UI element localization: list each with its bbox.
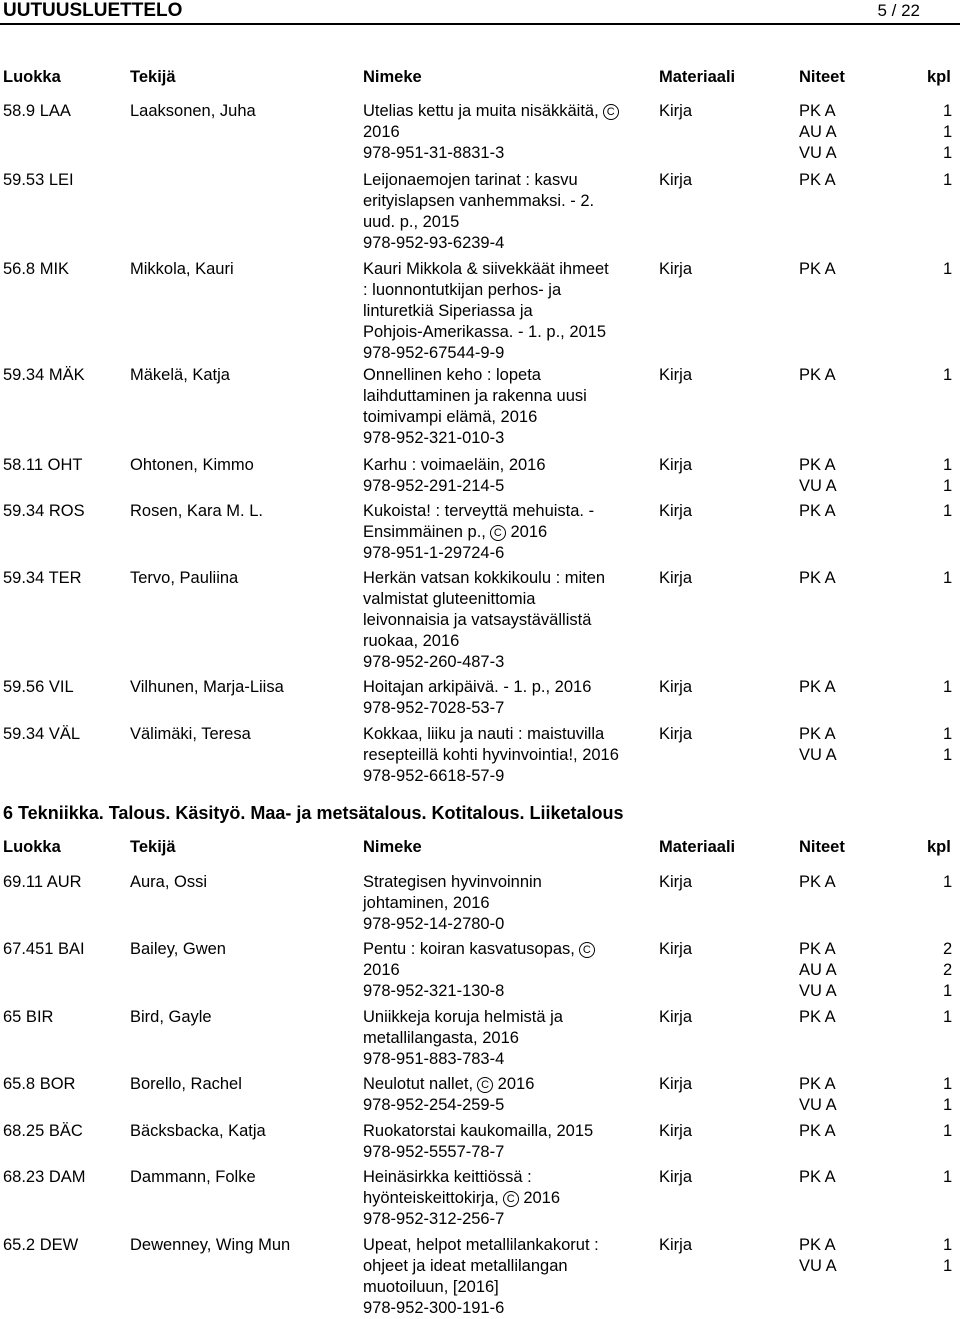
title-text: linturetkiä Siperiassa ja: [363, 302, 533, 320]
title-line: [363, 301, 609, 322]
col-materiaali: Materiaali: [659, 838, 736, 856]
page-header: [0, 0, 960, 22]
title-line: [363, 745, 619, 766]
copyright-icon: C: [579, 942, 595, 958]
copy-count: 1: [943, 1168, 953, 1186]
title-line: [363, 191, 594, 212]
title-block: [363, 1167, 560, 1230]
title-line: [363, 1074, 534, 1095]
title-line: [363, 1235, 599, 1256]
copy-location: PK A: [799, 502, 836, 520]
copy-location: VU A: [799, 477, 837, 495]
material: Kirja: [659, 102, 693, 120]
title-line: [363, 1188, 560, 1209]
class-code: 67.451 BAI: [3, 940, 85, 958]
copy-location: PK A: [799, 873, 836, 891]
copy-count: 1: [943, 1008, 953, 1026]
title-text: hyönteiskeittokirja,: [363, 1189, 499, 1207]
author: Bäcksbacka, Katja: [130, 1122, 266, 1140]
copy-location: VU A: [799, 1257, 837, 1275]
title-line: [363, 1121, 593, 1142]
copy-count: 1: [943, 1096, 953, 1114]
title-text: Heinäsirkka keittiössä :: [363, 1168, 532, 1186]
copy-location: PK A: [799, 1122, 836, 1140]
material: Kirja: [659, 1075, 693, 1093]
title-text: 978-952-5557-78-7: [363, 1143, 505, 1161]
title-line: [363, 960, 595, 981]
copy-count: 1: [943, 725, 953, 743]
title-text: johtaminen, 2016: [363, 894, 490, 912]
title-text: 978-951-1-29724-6: [363, 544, 505, 562]
title-line: [363, 1256, 599, 1277]
isbn: [363, 981, 595, 1002]
material: Kirja: [659, 569, 693, 587]
col-materiaali: Materiaali: [659, 68, 736, 86]
material: Kirja: [659, 1236, 693, 1254]
title-text: toimivampi elämä, 2016: [363, 408, 538, 426]
isbn: [363, 652, 605, 673]
copy-location: AU A: [799, 961, 837, 979]
title-line: [363, 1028, 563, 1049]
author: Mikkola, Kauri: [130, 260, 234, 278]
title-text: Neulotut nallet,: [363, 1075, 474, 1093]
isbn: [363, 1298, 599, 1319]
page-number: 5 / 22: [877, 1, 920, 20]
year-text: 2016: [493, 1075, 535, 1093]
title-block: [363, 724, 619, 787]
material: Kirja: [659, 940, 693, 958]
isbn: [363, 143, 619, 164]
isbn: [363, 233, 594, 254]
copy-location: PK A: [799, 171, 836, 189]
title-line: [363, 280, 609, 301]
col-nimeke: Nimeke: [363, 68, 422, 86]
class-code: 59.34 MÄK: [3, 366, 85, 384]
class-code: 59.53 LEI: [3, 171, 74, 189]
copyright-icon: C: [477, 1077, 493, 1093]
copy-location: PK A: [799, 1236, 836, 1254]
title-text: 978-952-291-214-5: [363, 477, 505, 495]
title-text: resepteillä kohti hyvinvointia!, 2016: [363, 746, 619, 764]
title-text: Kokkaa, liiku ja nauti : maistuvilla: [363, 725, 605, 743]
isbn: [363, 476, 546, 497]
year-text: 2016: [505, 523, 548, 541]
title-text: Leijonaemojen tarinat : kasvu: [363, 171, 578, 189]
copy-count: 1: [943, 366, 953, 384]
title-text: 978-952-254-259-5: [363, 1096, 505, 1114]
title-line: [363, 724, 619, 745]
title-text: erityislapsen vanhemmaksi. - 2.: [363, 192, 595, 210]
copy-count: 1: [943, 1075, 953, 1093]
title-text: 978-952-6618-57-9: [363, 767, 505, 785]
copy-location: PK A: [799, 1008, 836, 1026]
copyright-icon: C: [490, 525, 506, 541]
class-code: 69.11 AUR: [3, 873, 82, 891]
title-text: ruokaa, 2016: [363, 632, 460, 650]
title-line: [363, 386, 587, 407]
col-tekija: Tekijä: [130, 68, 176, 86]
copy-count: 1: [943, 1122, 953, 1140]
col-luokka: Luokka: [3, 68, 61, 86]
title-line: [363, 1277, 599, 1298]
isbn: [363, 914, 542, 935]
class-code: 59.34 TER: [3, 569, 82, 587]
title-block: [363, 101, 619, 164]
title-line: [363, 322, 609, 343]
title-line: [363, 101, 619, 122]
author: Bailey, Gwen: [130, 940, 226, 958]
author: Aura, Ossi: [130, 873, 208, 891]
author: Mäkelä, Katja: [130, 366, 230, 384]
title-line: [363, 1007, 563, 1028]
title-line: [363, 677, 591, 698]
copy-location: PK A: [799, 1168, 836, 1186]
copy-count: 1: [943, 746, 953, 764]
col-luokka: Luokka: [3, 838, 61, 856]
title-line: [363, 122, 619, 143]
copy-location: VU A: [799, 1096, 837, 1114]
copy-count: 1: [943, 102, 953, 120]
class-code: 65.2 DEW: [3, 1236, 79, 1254]
title-block: [363, 259, 609, 364]
title-line: [363, 893, 542, 914]
copyright-icon: C: [503, 1191, 519, 1207]
material: Kirja: [659, 725, 693, 743]
title-text: Uniikkeja koruja helmistä ja: [363, 1008, 563, 1026]
copy-location: PK A: [799, 366, 836, 384]
copy-count: 2: [943, 961, 953, 979]
title-line: [363, 365, 587, 386]
copy-location: PK A: [799, 678, 836, 696]
class-code: 59.56 VIL: [3, 678, 74, 696]
col-kpl: kpl: [927, 838, 951, 856]
material: Kirja: [659, 366, 693, 384]
copy-count: 1: [943, 1236, 953, 1254]
title-text: 978-952-321-010-3: [363, 429, 505, 447]
title-text: Kukoista! : terveyttä mehuista. -: [363, 502, 595, 520]
copy-location: PK A: [799, 260, 836, 278]
title-text: 978-952-321-130-8: [363, 982, 505, 1000]
title-text: Strategisen hyvinvoinnin: [363, 873, 542, 891]
copy-count: 1: [943, 678, 953, 696]
author: Rosen, Kara M. L.: [130, 502, 263, 520]
title-text: Kauri Mikkola & siivekkäät ihmeet: [363, 260, 609, 278]
author: Vilhunen, Marja-Liisa: [130, 678, 284, 696]
title-line: [363, 610, 605, 631]
author: Ohtonen, Kimmo: [130, 456, 254, 474]
author: Dammann, Folke: [130, 1168, 256, 1186]
title-text: 978-952-67544-9-9: [363, 344, 505, 362]
title-block: [363, 455, 546, 497]
author: Laaksonen, Juha: [130, 102, 256, 120]
title-text: 978-952-300-191-6: [363, 1299, 505, 1317]
isbn: [363, 1049, 563, 1070]
copy-location: VU A: [799, 144, 837, 162]
title-text: Pentu : koiran kasvatusopas,: [363, 940, 575, 958]
copy-count: 1: [943, 144, 953, 162]
copy-count: 2: [943, 940, 953, 958]
copy-location: VU A: [799, 982, 837, 1000]
class-code: 65 BIR: [3, 1008, 54, 1026]
author: Välimäki, Teresa: [130, 725, 251, 743]
isbn: [363, 1142, 593, 1163]
copy-count: 1: [943, 982, 953, 1000]
copyright-icon: C: [603, 104, 619, 120]
copy-count: 1: [943, 873, 953, 891]
copy-count: 1: [943, 171, 953, 189]
copy-location: PK A: [799, 102, 836, 120]
copy-location: PK A: [799, 725, 836, 743]
title-text: 978-951-883-783-4: [363, 1050, 505, 1068]
title-text: valmistat gluteenittomia: [363, 590, 536, 608]
year-text: 2016: [518, 1189, 561, 1207]
copy-count: 1: [943, 1257, 953, 1275]
isbn: [363, 543, 594, 564]
title-text: Onnellinen keho : lopeta: [363, 366, 541, 384]
title-text: uud. p., 2015: [363, 213, 460, 231]
title-line: [363, 589, 605, 610]
title-block: [363, 1074, 534, 1116]
col-niteet: Niteet: [799, 838, 845, 856]
title-line: [363, 631, 605, 652]
title-block: [363, 677, 591, 719]
section-title: 6 Tekniikka. Talous. Käsityö. Maa- ja metsätalous. Kotitalous. Liiketalous: [3, 803, 624, 823]
title-block: [363, 1235, 599, 1319]
title-block: [363, 939, 595, 1002]
title-line: [363, 259, 609, 280]
isbn: [363, 698, 591, 719]
header-rule: [0, 23, 960, 25]
author: Dewenney, Wing Mun: [130, 1236, 291, 1254]
material: Kirja: [659, 502, 693, 520]
title-block: [363, 1121, 593, 1163]
title-block: [363, 872, 542, 935]
author: Borello, Rachel: [130, 1075, 242, 1093]
title-text: Karhu : voimaeläin, 2016: [363, 456, 546, 474]
copy-location: PK A: [799, 940, 836, 958]
title-line: [363, 1167, 560, 1188]
copy-count: 1: [943, 123, 953, 141]
title-text: muotoiluun, [2016]: [363, 1278, 499, 1296]
title-text: metallilangasta, 2016: [363, 1029, 519, 1047]
copy-count: 1: [943, 502, 953, 520]
title-line: [363, 939, 595, 960]
class-code: 59.34 VÄL: [3, 725, 81, 743]
isbn: [363, 766, 619, 787]
material: Kirja: [659, 260, 693, 278]
title-line: [363, 872, 542, 893]
title-line: [363, 170, 594, 191]
isbn: [363, 428, 587, 449]
title-text: Hoitajan arkipäivä. - 1. p., 2016: [363, 678, 592, 696]
copy-location: VU A: [799, 746, 837, 764]
class-code: 65.8 BOR: [3, 1075, 76, 1093]
title-text: Upeat, helpot metallilankakorut :: [363, 1236, 599, 1254]
material: Kirja: [659, 678, 693, 696]
material: Kirja: [659, 171, 693, 189]
copy-count: 1: [943, 456, 953, 474]
copy-count: 1: [943, 477, 953, 495]
title-text: Ruokatorstai kaukomailla, 2015: [363, 1122, 594, 1140]
material: Kirja: [659, 1168, 693, 1186]
copy-count: 1: [943, 260, 953, 278]
title-text: Pohjois-Amerikassa. - 1. p., 2015: [363, 323, 607, 341]
col-kpl: kpl: [927, 68, 951, 86]
title-line: [363, 568, 605, 589]
title-line: [363, 522, 594, 543]
title-text: leivonnaisia ja vatsaystävällistä: [363, 611, 592, 629]
copy-count: 1: [943, 569, 953, 587]
copy-location: AU A: [799, 123, 837, 141]
class-code: 59.34 ROS: [3, 502, 85, 520]
title-line: [363, 212, 594, 233]
title-text: 978-952-93-6239-4: [363, 234, 505, 252]
author: Bird, Gayle: [130, 1008, 212, 1026]
class-code: 58.11 OHT: [3, 456, 83, 474]
copy-location: PK A: [799, 1075, 836, 1093]
title-text: laihduttaminen ja rakenna uusi: [363, 387, 587, 405]
material: Kirja: [659, 873, 693, 891]
isbn: [363, 1209, 560, 1230]
class-code: 58.9 LAA: [3, 102, 71, 120]
title-block: [363, 365, 587, 449]
title-text: ohjeet ja ideat metallilangan: [363, 1257, 568, 1275]
copy-location: PK A: [799, 456, 836, 474]
material: Kirja: [659, 1008, 693, 1026]
title-text: 978-952-14-2780-0: [363, 915, 505, 933]
class-code: 68.23 DAM: [3, 1168, 86, 1186]
title-line: [363, 407, 587, 428]
title-text: Ensimmäinen p.,: [363, 523, 486, 541]
title-block: [363, 1007, 563, 1070]
catalog-title: UUTUUSLUETTELO: [3, 0, 183, 21]
title-text: 978-952-7028-53-7: [363, 699, 505, 717]
material: Kirja: [659, 1122, 693, 1140]
title-text: : luonnontutkijan perhos- ja: [363, 281, 562, 299]
material: Kirja: [659, 456, 693, 474]
title-text: 978-952-260-487-3: [363, 653, 505, 671]
title-text: 978-952-312-256-7: [363, 1210, 505, 1228]
title-text: Herkän vatsan kokkikoulu : miten: [363, 569, 606, 587]
title-block: [363, 170, 594, 254]
title-line: [363, 455, 546, 476]
title-text: 2016: [363, 123, 400, 141]
copy-location: PK A: [799, 569, 836, 587]
class-code: 56.8 MIK: [3, 260, 70, 278]
col-nimeke: Nimeke: [363, 838, 422, 856]
isbn: [363, 1095, 534, 1116]
title-text: Utelias kettu ja muita nisäkkäitä,: [363, 102, 599, 120]
title-line: [363, 501, 594, 522]
col-tekija: Tekijä: [130, 838, 176, 856]
title-text: 978-951-31-8831-3: [363, 144, 505, 162]
title-text: 2016: [363, 961, 400, 979]
class-code: 68.25 BÄC: [3, 1122, 83, 1140]
isbn: [363, 343, 609, 364]
author: Tervo, Pauliina: [130, 569, 239, 587]
col-niteet: Niteet: [799, 68, 845, 86]
title-block: [363, 501, 594, 564]
title-block: [363, 568, 605, 673]
